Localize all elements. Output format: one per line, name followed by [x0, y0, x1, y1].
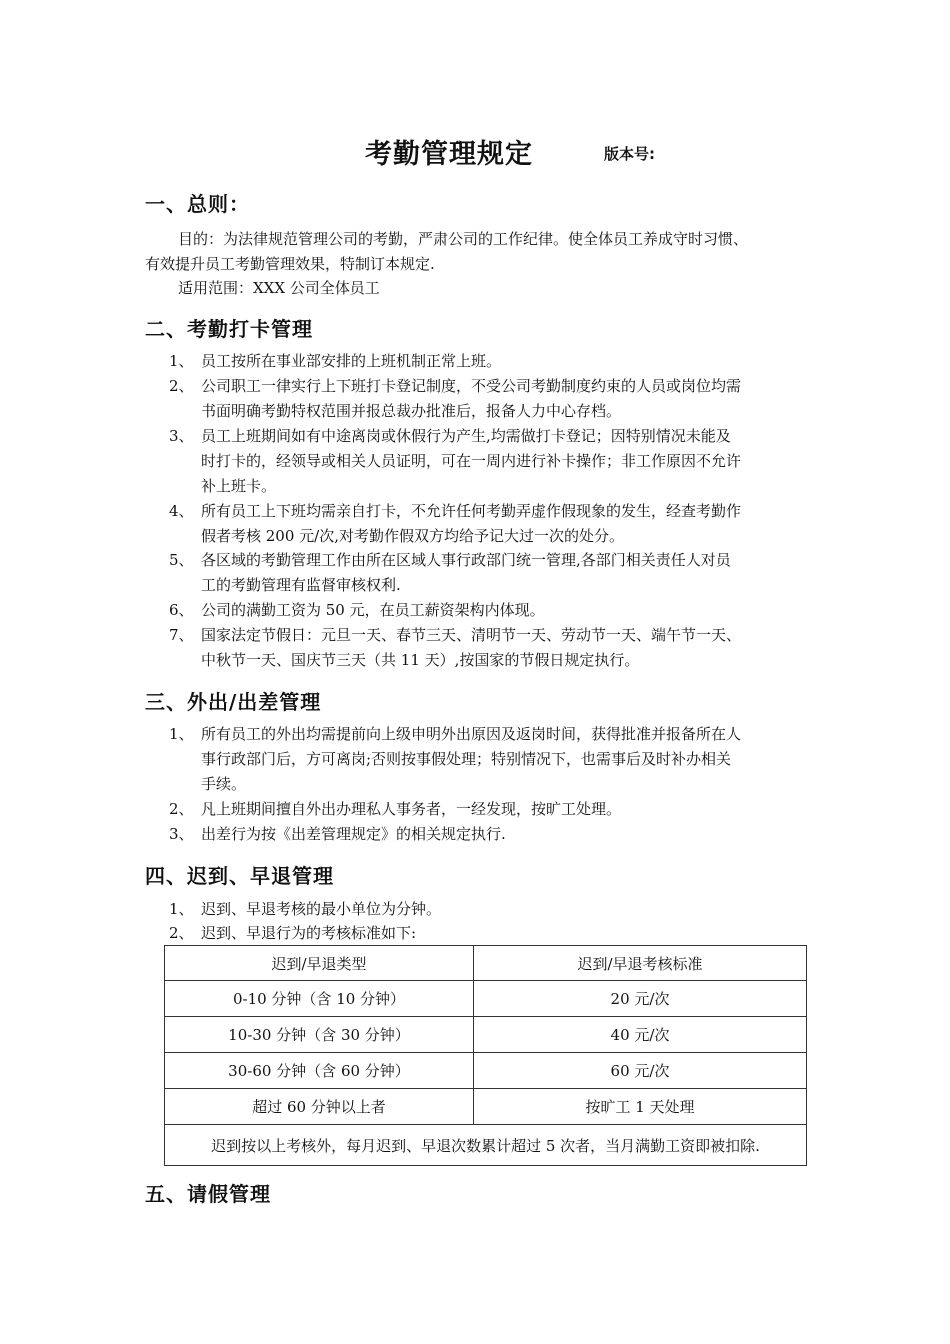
section-heading-leave: 五、请假管理 — [145, 1182, 271, 1206]
penalty-table — [164, 945, 807, 1166]
document-title: 考勤管理规定 — [365, 139, 533, 170]
list-item-number: 3、 — [169, 825, 194, 843]
list-item-text: 中秋节一天、国庆节三天（共 11 天）,按国家的节假日规定执行。 — [201, 651, 640, 669]
table-cell: 20 元/次 — [474, 981, 807, 1017]
list-item-text: 事行政部门后，方可离岗;否则按事假处理；特别情况下，也需事后及时补办相关 — [201, 750, 732, 768]
list-item-text: 出差行为按《出差管理规定》的相关规定执行. — [201, 825, 506, 843]
table-row — [165, 1017, 807, 1053]
title-row — [0, 132, 950, 172]
list-item-text: 公司的满勤工资为 50 元，在员工薪资架构内体现。 — [201, 601, 545, 619]
table-note-row — [165, 1125, 807, 1166]
list-item-text: 公司职工一律实行上下班打卡登记制度，不受公司考勤制度约束的人员或岗位均需 — [201, 377, 742, 395]
section-heading-late-early: 四、迟到、早退管理 — [145, 864, 334, 888]
list-item-number: 4、 — [169, 502, 194, 520]
section-heading-clock-in: 二、考勤打卡管理 — [145, 317, 313, 341]
list-item-text: 员工上班期间如有中途离岗或休假行为产生,均需做打卡登记；因特别情况未能及 — [201, 427, 731, 445]
list-item-number: 7、 — [169, 626, 194, 644]
list-item-text: 补上班卡。 — [201, 477, 277, 495]
table-row — [165, 981, 807, 1017]
list-item-text: 迟到、早退考核的最小单位为分钟。 — [201, 900, 442, 918]
table-row — [165, 1089, 807, 1125]
list-item-number: 6、 — [169, 601, 194, 619]
table-header-row — [165, 946, 807, 981]
list-item-number: 2、 — [169, 800, 194, 818]
list-item-number: 1、 — [169, 352, 194, 370]
purpose-line-2: 有效提升员工考勤管理效果，特制订本规定. — [145, 255, 435, 273]
list-item-text: 所有员工的外出均需提前向上级申明外出原因及返岗时间，获得批准并报备所在人 — [201, 725, 742, 743]
list-item-text: 迟到、早退行为的考核标准如下: — [201, 924, 417, 942]
purpose-line-1: 目的：为法律规范管理公司的考勤，严肃公司的工作纪律。使全体员工养成守时习惯、 — [178, 230, 749, 248]
list-item-text: 所有员工上下班均需亲自打卡，不允许任何考勤弄虚作假现象的发生，经查考勤作 — [201, 502, 742, 520]
list-item-text: 凡上班期间擅自外出办理私人事务者，一经发现，按旷工处理。 — [201, 800, 622, 818]
table-cell: 超过 60 分钟以上者 — [165, 1089, 474, 1125]
list-item-number: 5、 — [169, 551, 194, 569]
version-label: 版本号: — [604, 145, 655, 163]
table-cell: 60 元/次 — [474, 1053, 807, 1089]
table-cell: 10-30 分钟（含 30 分钟） — [165, 1017, 474, 1053]
list-item-text: 工的考勤管理有监督审核权利. — [201, 576, 401, 594]
section-heading-general: 一、总则： — [145, 192, 250, 216]
table-cell: 0-10 分钟（含 10 分钟） — [165, 981, 474, 1017]
table-cell: 30-60 分钟（含 60 分钟） — [165, 1053, 474, 1089]
list-item-number: 2、 — [169, 377, 194, 395]
list-item-number: 1、 — [169, 725, 194, 743]
list-item-text: 时打卡的，经领导或相关人员证明，可在一周内进行补卡操作；非工作原因不允许 — [201, 452, 742, 470]
table-cell: 按旷工 1 天处理 — [474, 1089, 807, 1125]
list-item-number: 3、 — [169, 427, 194, 445]
list-item-number: 2、 — [169, 924, 194, 942]
list-item-text: 假者考核 200 元/次,对考勤作假双方均给予记大过一次的处分。 — [201, 527, 624, 545]
list-item-text: 手续。 — [201, 775, 247, 793]
section-heading-business-trip: 三、外出/出差管理 — [145, 690, 322, 714]
list-item-text: 员工按所在事业部安排的上班机制正常上班。 — [201, 352, 502, 370]
table-row — [165, 1053, 807, 1089]
list-item-text: 国家法定节假日：元旦一天、春节三天、清明节一天、劳动节一天、端午节一天、 — [201, 626, 742, 644]
table-header-cell: 迟到/早退类型 — [165, 946, 474, 981]
table-note: 迟到按以上考核外，每月迟到、早退次数累计超过 5 次者，当月满勤工资即被扣除. — [165, 1125, 807, 1166]
list-item-text: 各区域的考勤管理工作由所在区域人事行政部门统一管理,各部门相关责任人对员 — [201, 551, 731, 569]
list-item-number: 1、 — [169, 900, 194, 918]
scope-line: 适用范围：XXX 公司全体员工 — [178, 279, 380, 297]
table-header-cell: 迟到/早退考核标准 — [474, 946, 807, 981]
list-item-text: 书面明确考勤特权范围并报总裁办批准后，报备人力中心存档。 — [201, 402, 622, 420]
table-cell: 40 元/次 — [474, 1017, 807, 1053]
